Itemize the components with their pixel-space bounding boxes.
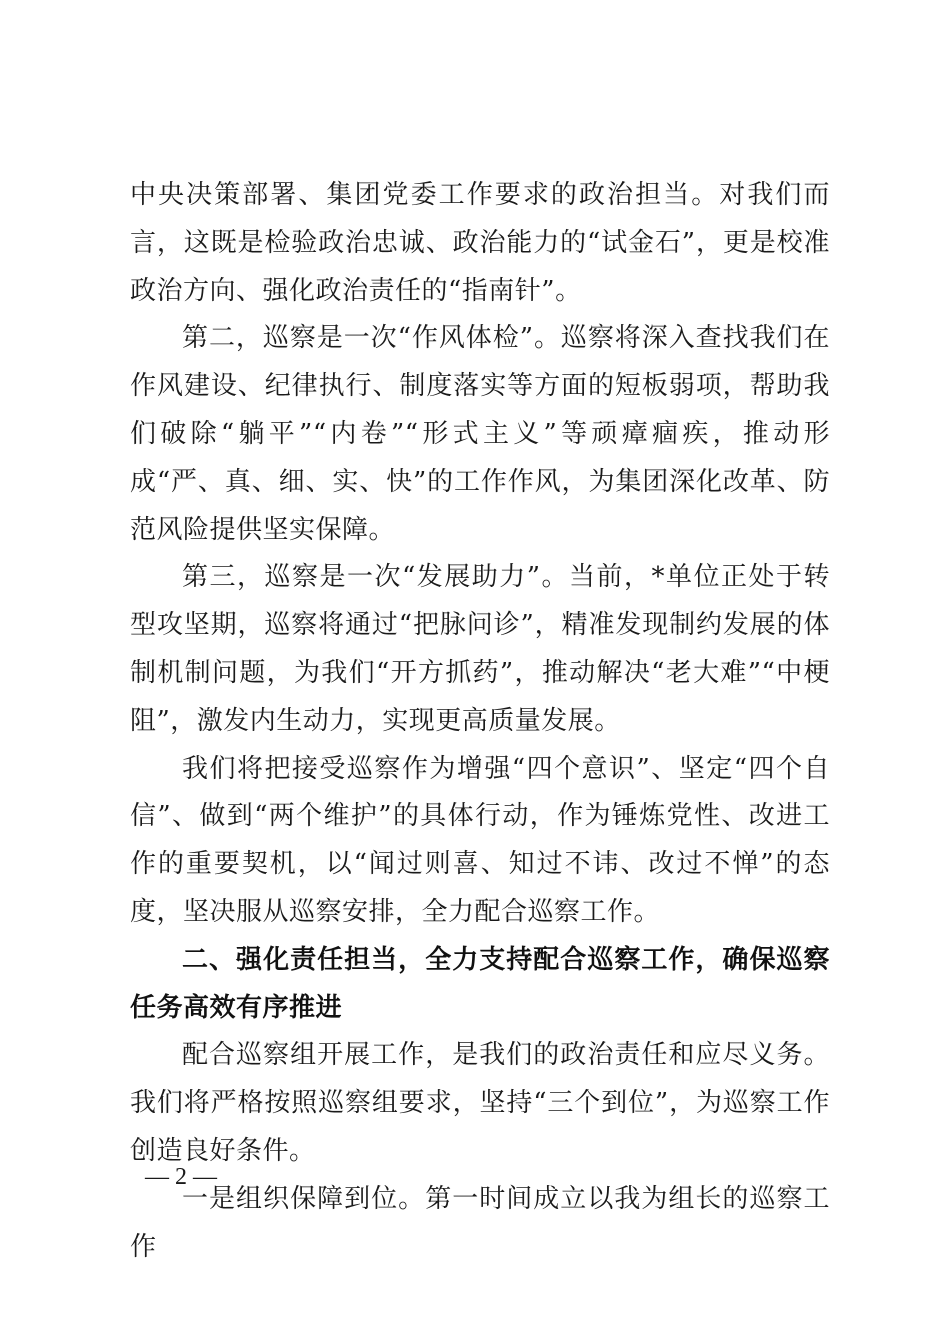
paragraph-cooperate: 配合巡察组开展工作，是我们的政治责任和应尽义务。我们将严格按照巡察组要求，坚持“三个到位”，为巡察工作创造良好条件。	[130, 1040, 830, 1166]
section-heading: 二、强化责任担当，全力支持配合巡察工作，确保巡察任务高效有序推进	[130, 944, 830, 1023]
paragraph-continuation: 中央决策部署、集团党委工作要求的政治担当。对我们而言，这既是检验政治忠诚、政治能力的“试金石”，更是校准政治方向、强化政治责任的“指南针”。	[130, 180, 830, 306]
paragraph-inspection-work-style: 第二，巡察是一次“作风体检”。巡察将深入查找我们在作风建设、纪律执行、制度落实等方面的短板弱项，帮助我们破除“躺平”“内卷”“形式主义”等顽瘴痼疾，推动形成“严、真、细、实、快”的工作作风，为集团深化改革、防范风险提供坚实保障。	[130, 323, 830, 545]
paragraph-organization: 一是组织保障到位。第一时间成立以我为组长的巡察工作	[130, 1183, 830, 1262]
paragraph-inspection-development: 第三，巡察是一次“发展助力”。当前，*单位正处于转型攻坚期，巡察将通过“把脉问诊”，精准发现制约发展的体制机制问题，为我们“开方抓药”，推动解决“老大难”“中梗阻”，激发内生动力，实现更高质量发展。	[130, 562, 830, 736]
page-number: — 2 —	[145, 1164, 217, 1190]
paragraph-accept-inspection: 我们将把接受巡察作为增强“四个意识”、坚定“四个自信”、做到“两个维护”的具体行动，作为锤炼党性、改进工作的重要契机，以“闻过则喜、知过不讳、改过不惮”的态度，坚决服从巡察安排，全力配合巡察工作。	[130, 753, 830, 927]
document-body	[130, 172, 830, 1271]
